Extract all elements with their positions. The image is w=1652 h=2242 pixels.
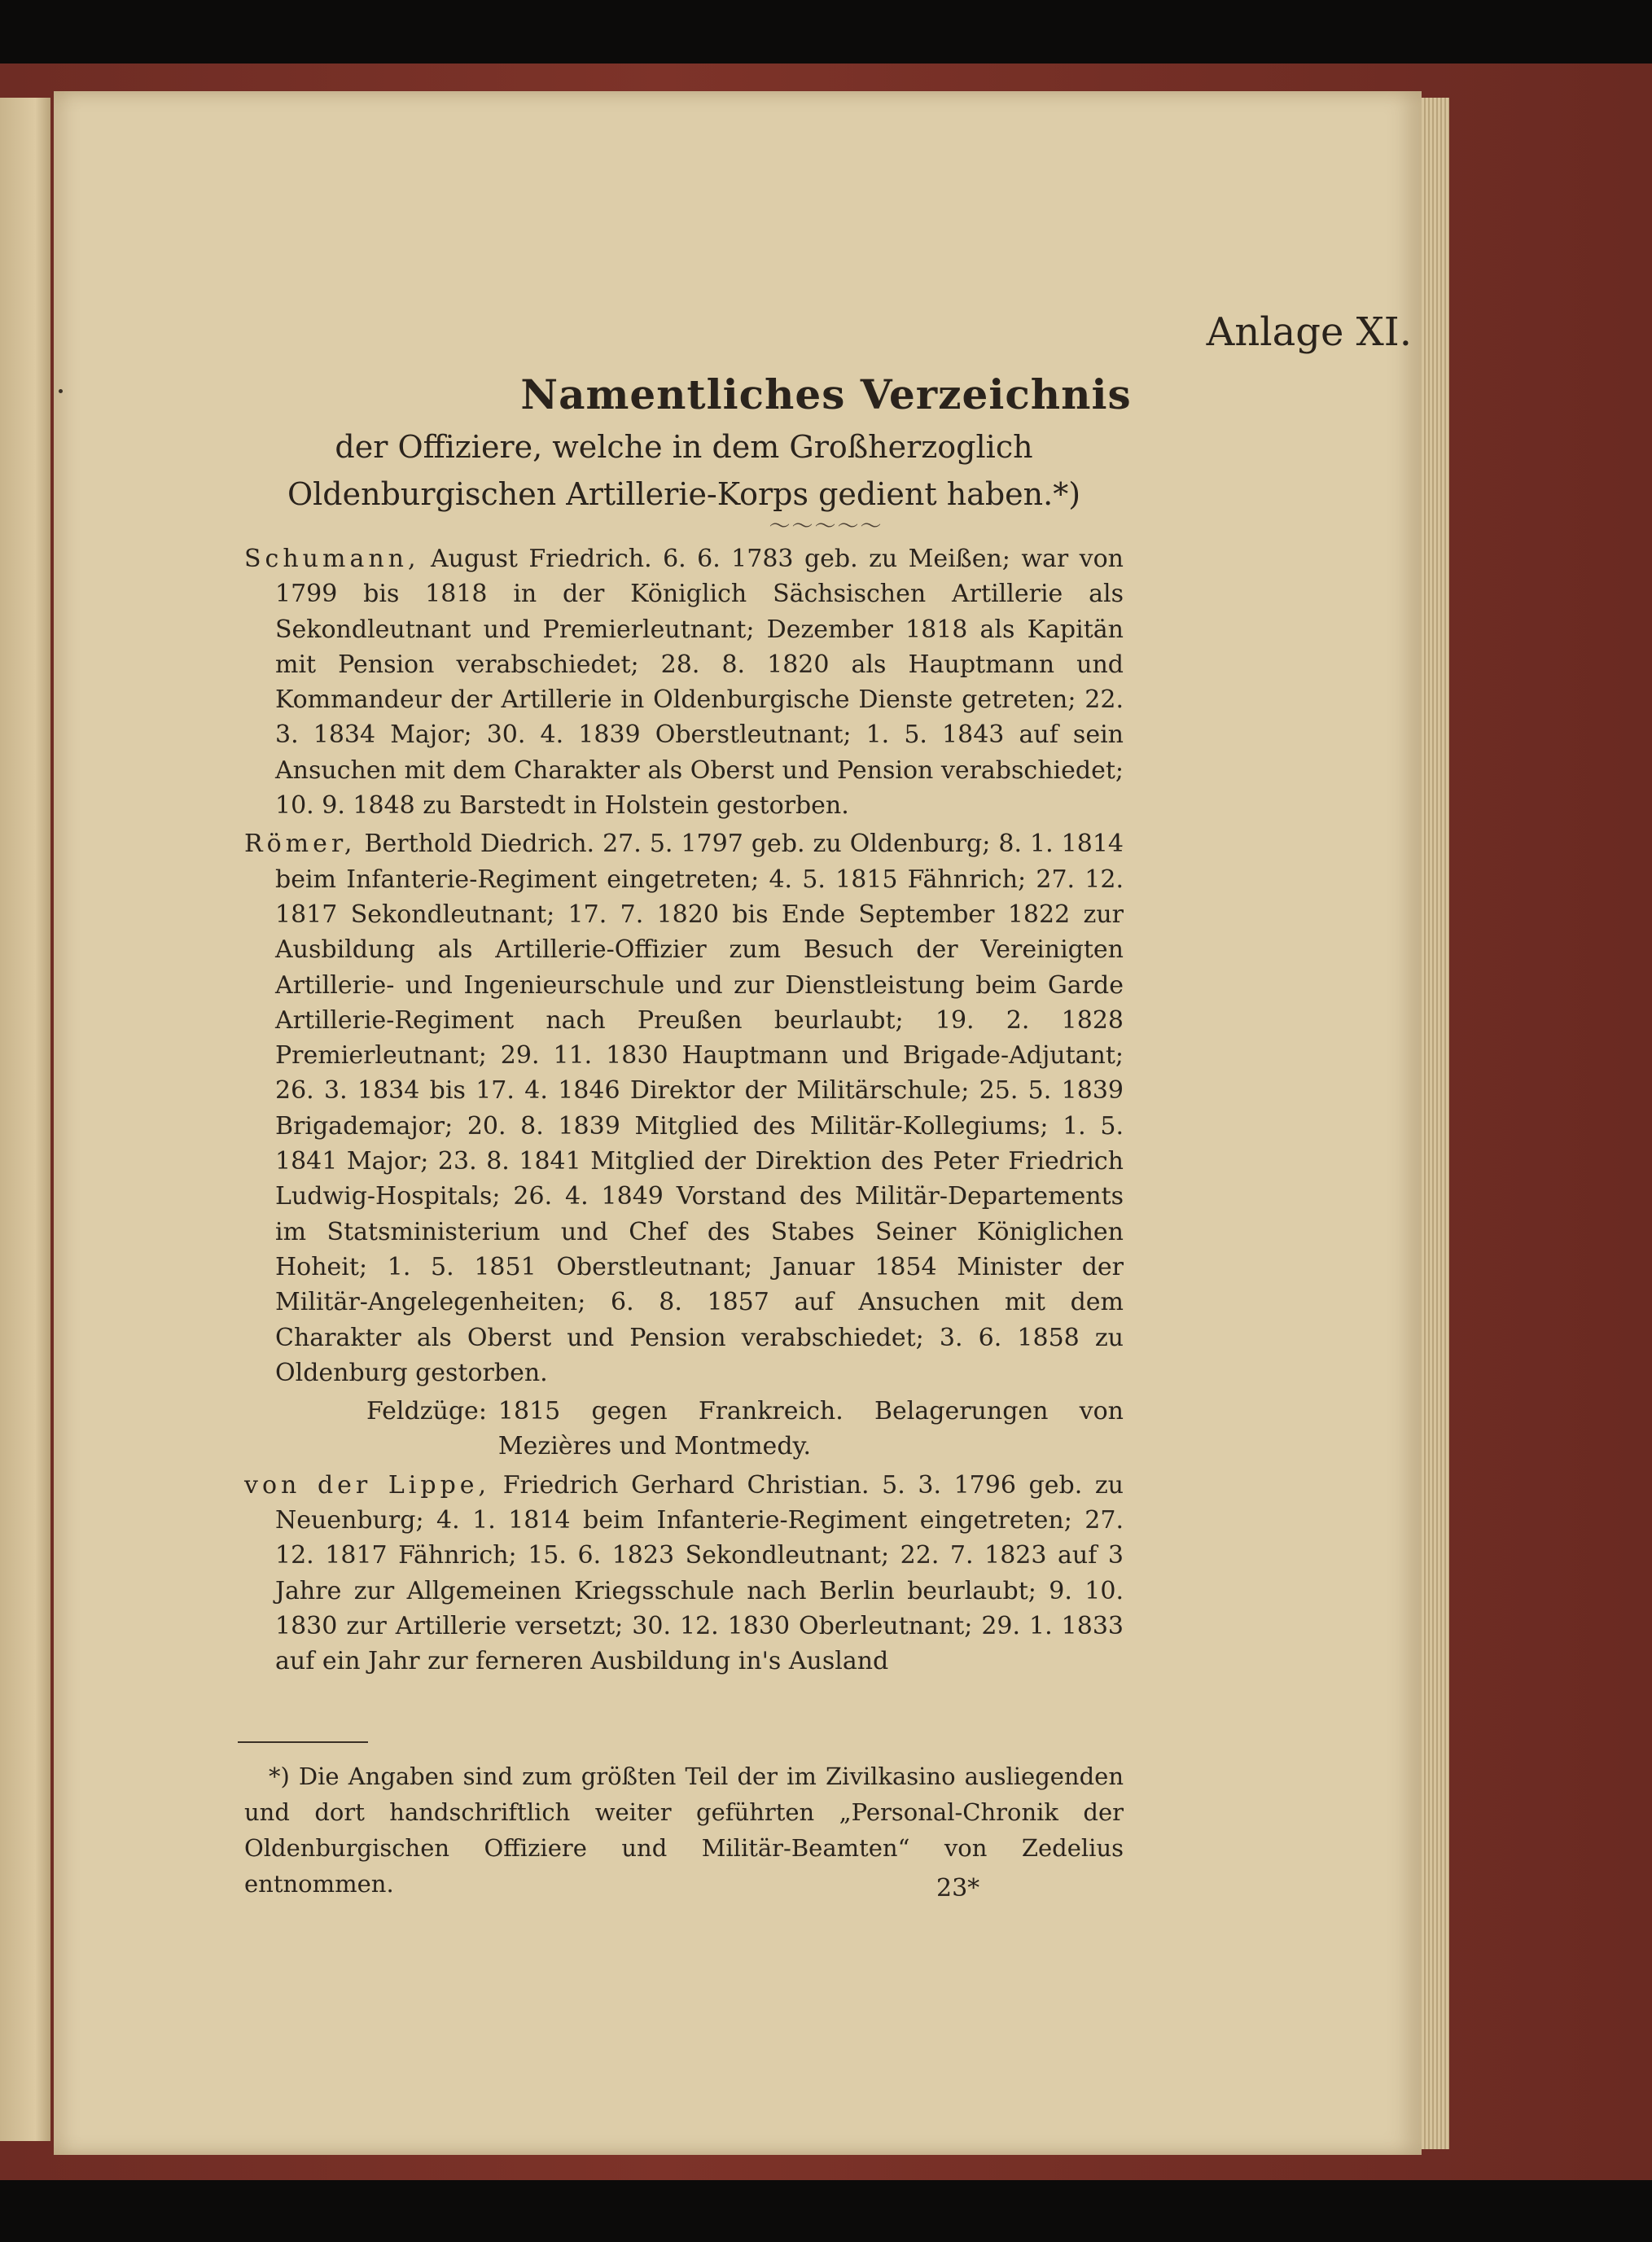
campaign-note (244, 1394, 1124, 1465)
list-item (244, 826, 1124, 1390)
title-separator: 〜〜〜〜〜 (769, 515, 883, 539)
officer-name: Schumann, (244, 545, 420, 573)
officer-name: Römer, (244, 830, 357, 859)
footnote-rule (238, 1741, 368, 1743)
list-item (244, 1468, 1124, 1679)
page-number: 23* (936, 1874, 980, 1903)
officer-record: Berthold Diedrich. 27. 5. 1797 geb. zu Oldenburg; 8. 1. 1814 beim Infanterie-Regiment eingetreten; 4. 5. 1815 Fähnrich; 27. 12. 1817 Sekondleutnant; 17. 7. 1820 bis Ende September 1822 zur Ausbildung als Artillerie-Offizier zum Besuch der Vereinigten Artillerie- und Ingenieurschule und zur Dienstleistung beim Garde Artillerie-Regiment nach Preußen beurlaubt; 19. 2. 1828 Premierleutnant; 29. 11. 1830 Hauptmann und Brigade-Adjutant; 26. 3. 1834 bis 17. 4. 1846 Direktor der Militärschule; 25. 5. 1839 Brigademajor; 20. 8. 1839 Mitglied des Militär-Kollegiums; 1. 5. 1841 Major; 23. 8. 1841 Mitglied der Direktion des Peter Friedrich Ludwig-Hospitals; 26. 4. 1849 Vorstand des Militär-Departements im Statsministerium und Chef des Stabes Seiner Königlichen Hoheit; 1. 5. 1851 Oberstleutnant; Januar 1854 Minister der Militär-Angelegenheiten; 6. 8. 1857 auf Ansuchen mit dem Charakter als Oberst und Pension verabschiedet; 3. 6. 1858 zu Oldenburg gestorben. (275, 830, 1124, 1387)
officer-record: August Friedrich. 6. 6. 1783 geb. zu Meißen; war von 1799 bis 1818 in der Königlich Sächsischen Artillerie als Sekondleutnant und Premierleutnant; Dezember 1818 als Kapitän mit Pension verabschiedet; 28. 8. 1820 als Hauptmann und Kommandeur der Artillerie in Oldenburgische Dienste getreten; 22. 3. 1834 Major; 30. 4. 1839 Oberstleutnant; 1. 5. 1843 auf sein Ansuchen mit dem Charakter als Oberst und Pension verabschiedet; 10. 9. 1848 zu Barstedt in Holstein gestorben. (275, 545, 1124, 821)
officer-record: Friedrich Gerhard Christian. 5. 3. 1796 geb. zu Neuenburg; 4. 1. 1814 beim Infanterie-Regiment eingetreten; 27. 12. 1817 Fähnrich; 15. 6. 1823 Sekondleutnant; 22. 7. 1823 auf 3 Jahre zur Allgemeinen Kriegsschule nach Berlin beurlaubt; 9. 10. 1830 zur Artillerie versetzt; 30. 12. 1830 Oberleutnant; 29. 1. 1833 auf ein Jahr zur ferneren Ausbildung in's Ausland (275, 1470, 1124, 1676)
list-item (244, 541, 1124, 823)
campaign-text: 1815 gegen Frankreich. Belagerungen von Mezières und Montmedy. (497, 1397, 1124, 1461)
campaign-label: Feldzüge: (366, 1397, 487, 1426)
page-subtitle: der Offiziere, welche in dem Großherzoglich Oldenburgischen Artillerie-Korps gedient haben.*) (287, 429, 1081, 512)
officer-name: von der Lippe, (244, 1470, 491, 1500)
footnote: *) Die Angaben sind zum größten Teil der im Zivilkasino ausliegenden und dort handschriftlich weiter geführten „Personal-Chronik der Oldenburgischen Offiziere und Militär-Beamten“ von Zedelius entnommen. (244, 1763, 1124, 1898)
annex-label: Anlage XI. (1206, 309, 1412, 355)
page-title: Namentliches Verzeichnis (520, 370, 1132, 418)
officer-list (244, 541, 1124, 1683)
